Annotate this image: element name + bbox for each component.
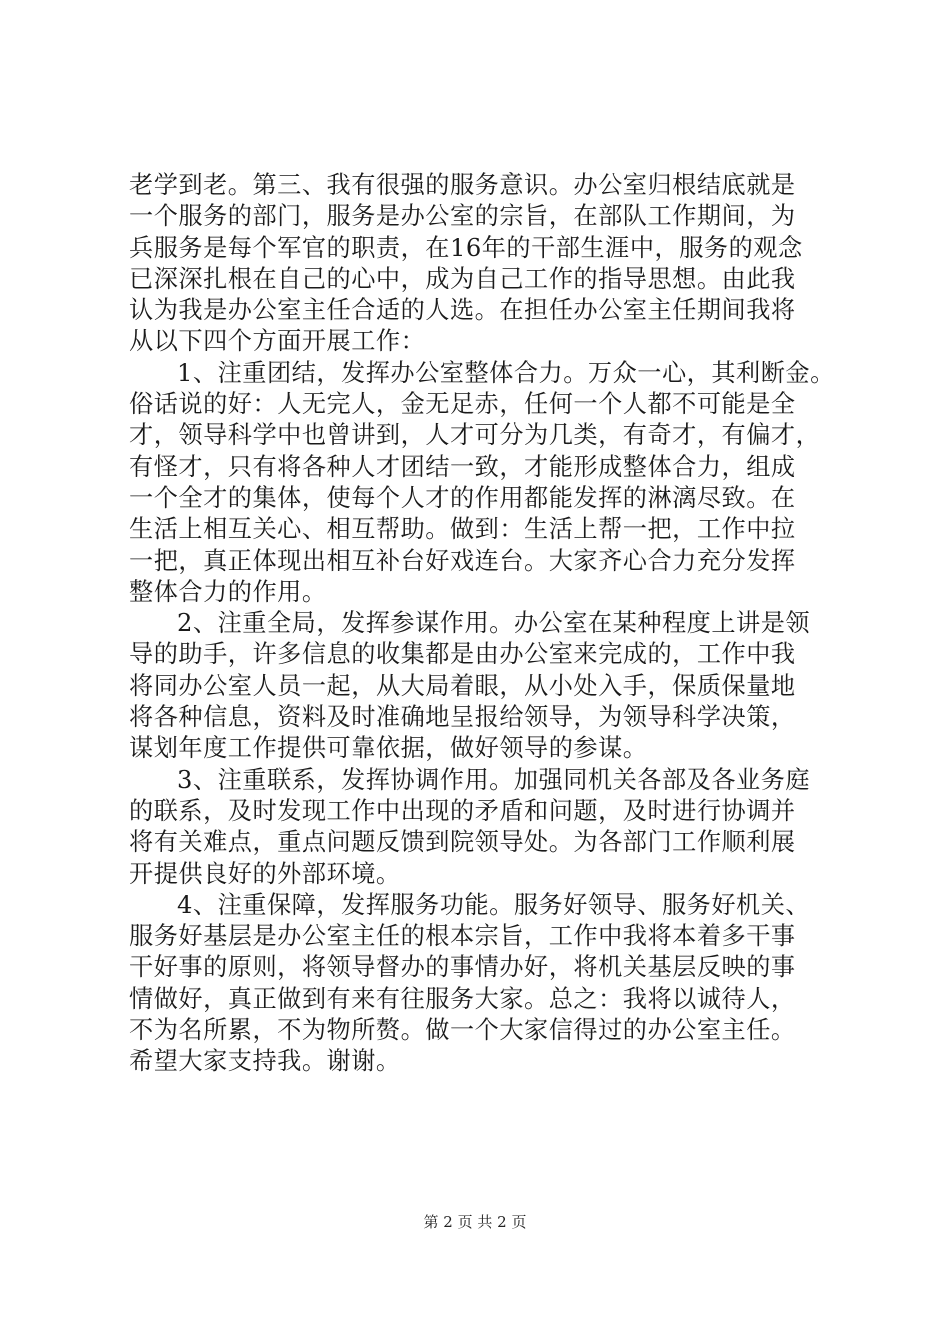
- document-body: [129, 170, 834, 1078]
- text-line: 兵服务是每个军官的职责，在16年的干部生涯中，服务的观念: [129, 233, 803, 262]
- text-line: 4、注重保障，发挥服务功能。服务好领导、服务好机关、: [177, 890, 811, 919]
- text-line: 开提供良好的外部环境。: [129, 859, 401, 888]
- text-line: 已深深扎根在自己的心中，成为自己工作的指导思想。由此我: [129, 264, 796, 293]
- text-line: 从以下四个方面开展工作：: [129, 327, 426, 356]
- text-line: 生活上相互关心、相互帮助。做到：生活上帮一把，工作中拉: [129, 515, 796, 544]
- text-line: 才，领导科学中也曾讲到，人才可分为几类，有奇才，有偏才，: [129, 421, 821, 450]
- text-line: 情做好，真正做到有来有往服务大家。总之：我将以诚待人，: [129, 984, 796, 1013]
- text-line: 谋划年度工作提供可靠依据，做好领导的参谋。: [129, 734, 648, 763]
- text-line: 干好事的原则，将领导督办的事情办好，将机关基层反映的事: [129, 953, 796, 982]
- page-footer: 第 2 页 共 2 页: [423, 1213, 527, 1231]
- text-line: 将各种信息，资料及时准确地呈报给领导，为领导科学决策，: [129, 703, 796, 732]
- text-line: 3、注重联系，发挥协调作用。加强同机关各部及各业务庭: [177, 765, 811, 794]
- text-line: 1、注重团结，发挥办公室整体合力。万众一心，其利断金。: [177, 358, 835, 387]
- text-line: 将同办公室人员一起，从大局着眼，从小处入手，保质保量地: [129, 671, 796, 700]
- text-line: 一个服务的部门，服务是办公室的宗旨，在部队工作期间，为: [129, 202, 796, 231]
- text-line: 不为名所累，不为物所赘。做一个大家信得过的办公室主任。: [129, 1016, 796, 1045]
- text-line: 服务好基层是办公室主任的根本宗旨，工作中我将本着多干事: [129, 922, 796, 951]
- text-line: 俗话说的好：人无完人，金无足赤，任何一个人都不可能是全: [129, 390, 796, 419]
- text-line: 的联系，及时发现工作中出现的矛盾和问题，及时进行协调并: [129, 796, 796, 825]
- text-line: 导的助手，许多信息的收集都是由办公室来完成的，工作中我: [129, 640, 796, 669]
- text-line: 希望大家支持我。谢谢。: [129, 1047, 401, 1076]
- text-line: 有怪才，只有将各种人才团结一致，才能形成整体合力，组成: [129, 452, 796, 481]
- text-line: 一个全才的集体，使每个人才的作用都能发挥的淋漓尽致。在: [129, 483, 796, 512]
- text-line: 整体合力的作用。: [129, 577, 327, 606]
- text-line: 一把，真正体现出相互补台好戏连台。大家齐心合力充分发挥: [129, 546, 796, 575]
- text-line: 将有关难点，重点问题反馈到院领导处。为各部门工作顺利展: [129, 828, 796, 857]
- text-line: 老学到老。第三、我有很强的服务意识。办公室归根结底就是: [129, 171, 796, 199]
- text-line: 认为我是办公室主任合适的人选。在担任办公室主任期间我将: [129, 296, 796, 325]
- text-line: 2、注重全局，发挥参谋作用。办公室在某种程度上讲是领: [177, 609, 811, 638]
